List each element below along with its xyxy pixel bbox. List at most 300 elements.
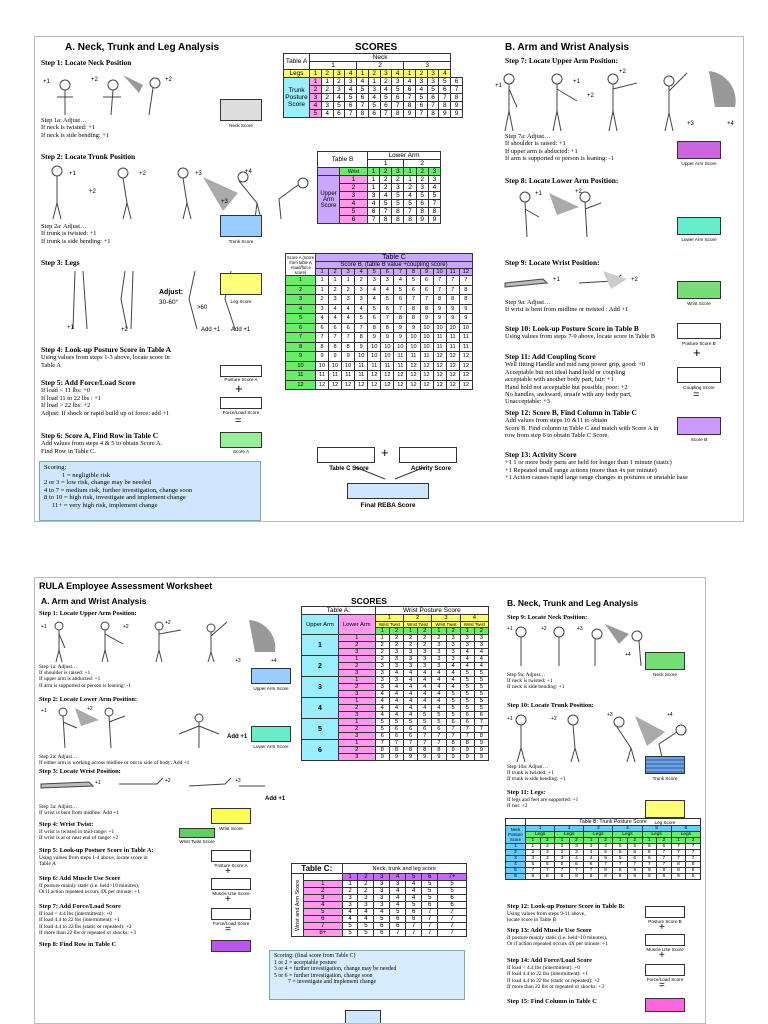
table-cell: 3	[321, 102, 333, 110]
table-cell: 4	[418, 691, 432, 698]
table-cell: 3	[404, 663, 418, 670]
table-cell: 7	[671, 850, 686, 856]
table-cell: 2	[338, 663, 375, 670]
score-a-box[interactable]	[220, 432, 262, 448]
column-header: 2	[657, 838, 672, 844]
table-cell: 12	[329, 380, 342, 390]
column-header: 1	[642, 838, 657, 844]
table-cell: 8	[392, 110, 404, 118]
table-cell: 8	[657, 868, 672, 874]
table-cell: 6	[439, 86, 451, 94]
rula-step11: Step 11: Legs: If legs and feet are supported: +1 If not: +2	[507, 790, 667, 810]
column-group-header: Lower Arm	[367, 152, 440, 160]
row-header: 12	[286, 380, 316, 390]
table-cell: 1	[340, 176, 368, 184]
svg-text:+4: +4	[625, 652, 631, 658]
table-row	[292, 881, 467, 888]
table-row	[286, 352, 473, 362]
column-header: 2	[418, 628, 432, 635]
rula-lower-arm-score-box[interactable]	[251, 726, 291, 742]
table-cell: 8	[381, 323, 394, 333]
row-header: 7	[286, 333, 316, 343]
row-header: 3	[286, 295, 316, 305]
column-header: 2	[357, 62, 404, 70]
table-cell: 4	[329, 314, 342, 324]
table-cell: 4	[389, 691, 403, 698]
table-cell: 3	[374, 881, 390, 888]
posture-score-b-box[interactable]	[677, 323, 721, 339]
table-cell: 4	[404, 712, 418, 719]
rula-upper-arm-score-label: Upper Arm Score	[253, 686, 289, 691]
table-cell: 12	[394, 371, 407, 381]
rula-force-load-score-box[interactable]	[211, 908, 251, 920]
force-load-score-box[interactable]	[220, 397, 262, 409]
table-cell: 12	[407, 380, 420, 390]
table-cell: 3	[338, 733, 375, 740]
table-cell: 8	[404, 102, 416, 110]
table-cell: 4	[321, 110, 333, 118]
table-cell: 1	[338, 677, 375, 684]
equals-sign: =	[225, 924, 231, 935]
table-cell: 3	[540, 850, 555, 856]
table-cell: 12	[459, 352, 472, 362]
table-cell: 3	[555, 856, 570, 862]
table-cell: 11	[381, 361, 394, 371]
table-cell: 8+	[304, 930, 343, 937]
table-cell: 6	[374, 930, 390, 937]
rula-table-a	[301, 606, 489, 761]
table-cell: 5	[389, 719, 403, 726]
table-cell: 9	[368, 333, 381, 343]
column-header: Legs	[555, 832, 584, 838]
table-cell: 2	[380, 184, 392, 192]
rula-section-b-heading: B. Neck, Trunk and Leg Analysis	[507, 598, 639, 608]
table-row	[286, 295, 473, 305]
table-cell: 6	[418, 726, 432, 733]
rula-upper-arm-score-box[interactable]	[251, 668, 291, 684]
column-header: 4	[392, 70, 404, 78]
column-header: 3	[342, 269, 355, 276]
column-header: 1	[526, 838, 541, 844]
table-cell: 7	[432, 733, 446, 740]
table-cell: 8	[357, 110, 369, 118]
table-cell: 4	[389, 712, 403, 719]
rula-step13-title: Step 13: Add Muscle Use Score	[507, 927, 592, 934]
table-row	[286, 314, 473, 324]
table-cell: 7	[584, 868, 599, 874]
table-cell: 2	[321, 94, 333, 102]
table-cell: 4	[432, 684, 446, 691]
table-cell: 7	[438, 909, 467, 916]
column-header: 2	[358, 874, 374, 881]
lower-arm-posture-figures	[505, 187, 615, 239]
column-header: 1	[310, 70, 322, 78]
table-cell: 2	[338, 684, 375, 691]
table-cell: 5	[555, 862, 570, 868]
table-cell: 7	[394, 304, 407, 314]
table-cell: 3	[375, 677, 389, 684]
table-cell: 4	[406, 895, 422, 902]
table-cell: 6	[657, 844, 672, 850]
table-cell: 7	[342, 333, 355, 343]
table-cell: 3	[310, 94, 322, 102]
table-cell: 9	[446, 314, 459, 324]
coupling-score-box[interactable]	[677, 367, 721, 383]
table-cell: 5	[446, 698, 460, 705]
svg-text:+2: +2	[551, 716, 557, 722]
table-cell: 9	[404, 110, 416, 118]
table-cell: 4	[345, 86, 357, 94]
table-cell: 7	[389, 740, 403, 747]
table-cell: 7	[380, 208, 392, 216]
reba-step4-title: Step 4: Look-up Posture Score in Table A	[41, 345, 172, 354]
legs-adjust-range: 30-60°	[159, 299, 179, 306]
column-header: 5	[642, 826, 671, 832]
table-cell: 9	[407, 323, 420, 333]
table-cell: 2	[375, 649, 389, 656]
rula-leg-score-box[interactable]	[645, 800, 685, 818]
table-cell: 12	[368, 371, 381, 381]
final-reba-score-label: Final REBA Score	[360, 502, 416, 509]
rula-muscle-use-score-box-b[interactable]	[645, 934, 685, 946]
table-row	[284, 54, 463, 62]
table-cell: 5	[392, 86, 404, 94]
table-cell: 6	[432, 726, 446, 733]
table-cell: 4	[404, 670, 418, 677]
column-header: 4	[390, 874, 406, 881]
table-cell: 7	[446, 285, 459, 295]
table-cell: 3	[418, 663, 432, 670]
rula-scores-heading: SCORES	[351, 596, 387, 606]
row-group-header: Neck Posture Score	[506, 826, 526, 844]
rula-step14: Step 14: Add Force/Load Score If load < 4.4 lbs (intermittent): +0 If load 4.4 to 22 lbs (intermittent): +1 If load 4.4 to 22 lbs (static or repeated): +2 If more than 22 lbs or repeated or shocks: +3	[507, 958, 677, 990]
final-reba-score-box[interactable]	[347, 483, 429, 499]
column-header: 10	[433, 269, 446, 276]
table-cell: 8	[404, 216, 416, 224]
table-cell: 4	[310, 102, 322, 110]
table-cell: 1	[368, 78, 380, 86]
table-cell: 11	[446, 333, 459, 343]
table-cell: 9	[460, 754, 474, 761]
table-row	[292, 864, 467, 874]
table-cell: 11	[394, 361, 407, 371]
reba-step6-title: Step 6: Score A, Find Row in Table C	[41, 431, 159, 440]
column-header: Legs	[584, 832, 613, 838]
reba-step9-title: Step 9: Locate Wrist Position:	[505, 258, 600, 267]
rula-step15-title: Step 15: Find Column in Table C	[507, 998, 597, 1005]
svg-text:+1: +1	[507, 626, 513, 632]
table-cell: 3	[368, 276, 381, 286]
reba-worksheet	[34, 36, 744, 522]
table-cell: 3	[375, 663, 389, 670]
table-cell: 9	[657, 874, 672, 880]
column-header: 6	[422, 874, 438, 881]
table-cell: 8	[342, 342, 355, 352]
table-cell: 6	[404, 733, 418, 740]
reba-step8-title: Step 8: Locate Lower Arm Position:	[505, 176, 619, 185]
table-cell: 3	[392, 78, 404, 86]
table-cell: 5	[474, 684, 488, 691]
leg-score-box[interactable]	[220, 273, 262, 295]
posture-score-a-box[interactable]	[220, 365, 262, 377]
activity-score-box[interactable]	[399, 447, 457, 463]
svg-text:+2: +2	[87, 706, 93, 712]
row-group-header: 1	[302, 635, 339, 656]
table-cell: 9	[432, 754, 446, 761]
column-header: 7+	[438, 874, 467, 881]
rula-score-a-box[interactable]	[211, 940, 251, 952]
lower-arm-score-box[interactable]	[677, 217, 721, 235]
blank-cell	[304, 874, 343, 881]
table-cell: 8	[642, 868, 657, 874]
lower-arm-score-label: Lower Arm Score	[681, 237, 717, 242]
coupling-score-label: Coupling Score	[683, 385, 715, 390]
svg-text:+2: +2	[91, 77, 98, 83]
table-cell: 5	[432, 719, 446, 726]
table-cell: 8	[432, 747, 446, 754]
neck-score-box[interactable]	[220, 99, 262, 121]
plus-sign: +	[659, 950, 665, 961]
table-cell: 12	[381, 371, 394, 381]
svg-text:+2: +2	[121, 327, 128, 333]
table-cell: 2	[321, 86, 333, 94]
table-cell: 4	[375, 705, 389, 712]
rula-wrist-twist-score-box[interactable]	[179, 828, 215, 838]
table-cell: 7	[380, 110, 392, 118]
table-cell: 7	[357, 102, 369, 110]
column-header: 7	[394, 269, 407, 276]
score-b-box[interactable]	[677, 417, 721, 435]
table-cell: 7	[432, 740, 446, 747]
rula-step12: Step 12: Look-up Posture Score in Table B: Using values from steps 9-11 above, locate score in Table B	[507, 904, 677, 924]
table-cell: 3	[428, 176, 440, 184]
rula-step2-adjust: Step 2a: Adjust… If either arm is working across midline or out to side of body: Add +1	[39, 754, 190, 767]
table-cell: 5	[404, 719, 418, 726]
table-cell: 12	[342, 380, 355, 390]
table-cell: 11	[368, 361, 381, 371]
rula-posture-score-b-box[interactable]	[645, 906, 685, 918]
table-cell: 7	[390, 930, 406, 937]
wrist-score-box[interactable]	[677, 281, 721, 299]
row-header: 10	[286, 361, 316, 371]
svg-text:+4: +4	[727, 121, 734, 127]
table-cell: 4	[380, 192, 392, 200]
rula-score-b-box[interactable]	[645, 998, 685, 1012]
rula-muscle-use-score-box[interactable]	[211, 878, 251, 890]
table-cell: 7	[598, 862, 613, 868]
rula-step7-title: Step 7: Add Force/Load Score	[39, 903, 121, 910]
table-cell: 4	[474, 656, 488, 663]
table-row	[506, 874, 701, 880]
table-cell: 3	[418, 656, 432, 663]
table-cell: 5	[446, 712, 460, 719]
table-cell: 4	[381, 285, 394, 295]
table-cell: 2	[338, 747, 375, 754]
reba-table-c	[285, 253, 473, 390]
table-row	[286, 285, 473, 295]
table-cell: 7	[446, 733, 460, 740]
table-cell: 8	[392, 208, 404, 216]
rula-force-load-score-box-b[interactable]	[645, 964, 685, 976]
table-cell: 3	[374, 902, 390, 909]
rula-trunk-score-box[interactable]	[645, 756, 685, 774]
table-cell: 8	[584, 874, 599, 880]
row-header: 9	[286, 352, 316, 362]
table-cell: 6	[390, 916, 406, 923]
table-row	[284, 94, 463, 102]
table-row	[302, 740, 489, 747]
trunk-score-label: Trunk Score	[228, 239, 254, 244]
column-header: 2	[686, 838, 701, 844]
table-cell: 11	[446, 342, 459, 352]
table-cell: 12	[368, 380, 381, 390]
column-header: 3	[374, 874, 390, 881]
table-c-score-box[interactable]	[317, 447, 375, 463]
table-cell: 10	[368, 352, 381, 362]
rula-table-c	[291, 863, 467, 937]
table-cell: 2	[418, 642, 432, 649]
svg-text:+1: +1	[95, 780, 101, 786]
rula-muscle-use-score-label: Muscle Use Score	[212, 891, 250, 896]
table-cell: 4	[394, 276, 407, 286]
table-cell: 2	[506, 850, 526, 856]
table-cell: 3	[342, 902, 358, 909]
table-cell: 4	[342, 909, 358, 916]
table-cell: 4	[316, 314, 329, 324]
table-cell: 8	[446, 295, 459, 305]
table-cell: 11	[459, 342, 472, 352]
table-cell: 8	[375, 747, 389, 754]
table-cell: 8	[460, 740, 474, 747]
table-row	[292, 902, 467, 909]
rula-step10-title: Step 10: Locate Trunk Position:	[507, 702, 594, 709]
table-cell: 11	[316, 371, 329, 381]
table-cell: 6	[374, 923, 390, 930]
table-cell: 6	[642, 850, 657, 856]
table-cell: 3	[358, 902, 374, 909]
rula-force-load-score-label-b: Force/Load Score	[646, 977, 684, 982]
column-header: 1	[342, 874, 358, 881]
table-cell: 8	[427, 110, 439, 118]
table-cell: 4	[389, 705, 403, 712]
table-cell: 10	[420, 342, 433, 352]
rula-final-score-box[interactable]	[345, 1010, 381, 1024]
table-cell: 3	[381, 276, 394, 286]
column-header: 1	[404, 628, 418, 635]
table-cell: 12	[433, 352, 446, 362]
table-cell: 8	[392, 216, 404, 224]
table-cell: 11	[407, 352, 420, 362]
table-cell: 7	[555, 868, 570, 874]
row-group-header: 4	[302, 698, 339, 719]
table-cell: 3	[304, 895, 343, 902]
table-cell: 6	[380, 102, 392, 110]
table-cell: 5	[368, 102, 380, 110]
column-header: 2	[446, 628, 460, 635]
table-row	[292, 888, 467, 895]
table-cell: 4	[358, 916, 374, 923]
rula-step7: Step 7: Add Force/Load Score If load < 4.4 lbs (intermittent): +0 If load 4.4 to 22 lbs (intermittent): +1 If load 4.4 to 22 lbs (static or repeated): +2 If more than 22 lbs or repeated or shocks: +3	[39, 904, 239, 936]
table-cell: 12	[433, 380, 446, 390]
table-cell: 4	[584, 856, 599, 862]
table-cell: 7	[404, 208, 416, 216]
table-cell: 3	[432, 656, 446, 663]
column-header: Legs	[671, 832, 700, 838]
rula-trunk-score-label: Trunk Score	[652, 776, 678, 781]
table-row	[284, 110, 463, 118]
column-header: 1	[584, 838, 599, 844]
plus-sign: +	[235, 381, 243, 396]
table-cell: 7	[304, 923, 343, 930]
svg-text:+1: +1	[507, 716, 513, 722]
rula-table-b	[505, 818, 701, 880]
table-cell: 1	[375, 635, 389, 642]
table-cell: 5	[474, 670, 488, 677]
table-cell: 4	[375, 698, 389, 705]
table-cell: 5	[381, 295, 394, 305]
table-cell: 6	[329, 323, 342, 333]
table-cell: 9	[329, 352, 342, 362]
table-row	[286, 380, 473, 390]
table-cell: 4	[460, 663, 474, 670]
reba-step1-adjust: Step 1a: Adjust… If neck is twisted: +1 If neck is side bending: +1	[41, 117, 110, 139]
rula-posture-score-a-box[interactable]	[211, 850, 251, 862]
table-cell: 6	[642, 844, 657, 850]
table-cell: 5	[446, 705, 460, 712]
table-cell: 6	[368, 314, 381, 324]
table-cell: 3	[540, 844, 555, 850]
table-row	[284, 62, 463, 70]
activity-score-label: Activity Score	[410, 466, 452, 472]
table-cell: 10	[407, 342, 420, 352]
table-cell: 4	[375, 712, 389, 719]
table-row	[284, 102, 463, 110]
table-cell: 12	[407, 371, 420, 381]
table-cell: 5	[474, 705, 488, 712]
table-cell: 8	[420, 304, 433, 314]
upper-arm-score-box[interactable]	[677, 141, 721, 159]
rula-step8	[39, 941, 239, 949]
table-cell: 8	[451, 94, 463, 102]
table-cell: 4	[389, 684, 403, 691]
table-cell: 2	[358, 881, 374, 888]
table-cell: 8	[569, 874, 584, 880]
wrist-posture-figures	[503, 269, 643, 293]
table-cell: 7	[404, 94, 416, 102]
table-cell: 6	[451, 78, 463, 86]
table-cell: 9	[342, 352, 355, 362]
row-header: 1	[286, 276, 316, 286]
trunk-score-box[interactable]	[220, 215, 262, 237]
table-cell: 8	[428, 208, 440, 216]
table-cell: 3	[375, 684, 389, 691]
svg-text:+2: +2	[575, 189, 582, 195]
table-cell: 8	[613, 874, 628, 880]
table-cell: 9	[451, 110, 463, 118]
table-cell: 2	[555, 850, 570, 856]
column-header: 2	[415, 70, 427, 78]
table-cell: 2	[338, 642, 375, 649]
table-row	[318, 168, 441, 176]
column-header: 1	[367, 168, 379, 176]
rula-step3-adjust: Step 3a: Adjust… If wrist is bent from midline: Add +1	[39, 804, 119, 817]
table-cell: 4	[432, 705, 446, 712]
table-cell: 1	[338, 740, 375, 747]
rula-neck-score-box[interactable]	[645, 652, 685, 670]
reba-step13: Step 13: Activity Score +1 1 or more body parts are held for longer than 1 minute (static) +1 Repeated small range actions (more than 4x per minute) +1 Action causes rapid large range changes in postures or unstable base	[505, 451, 741, 482]
table-cell: 3	[526, 856, 541, 862]
table-cell: 7	[427, 102, 439, 110]
